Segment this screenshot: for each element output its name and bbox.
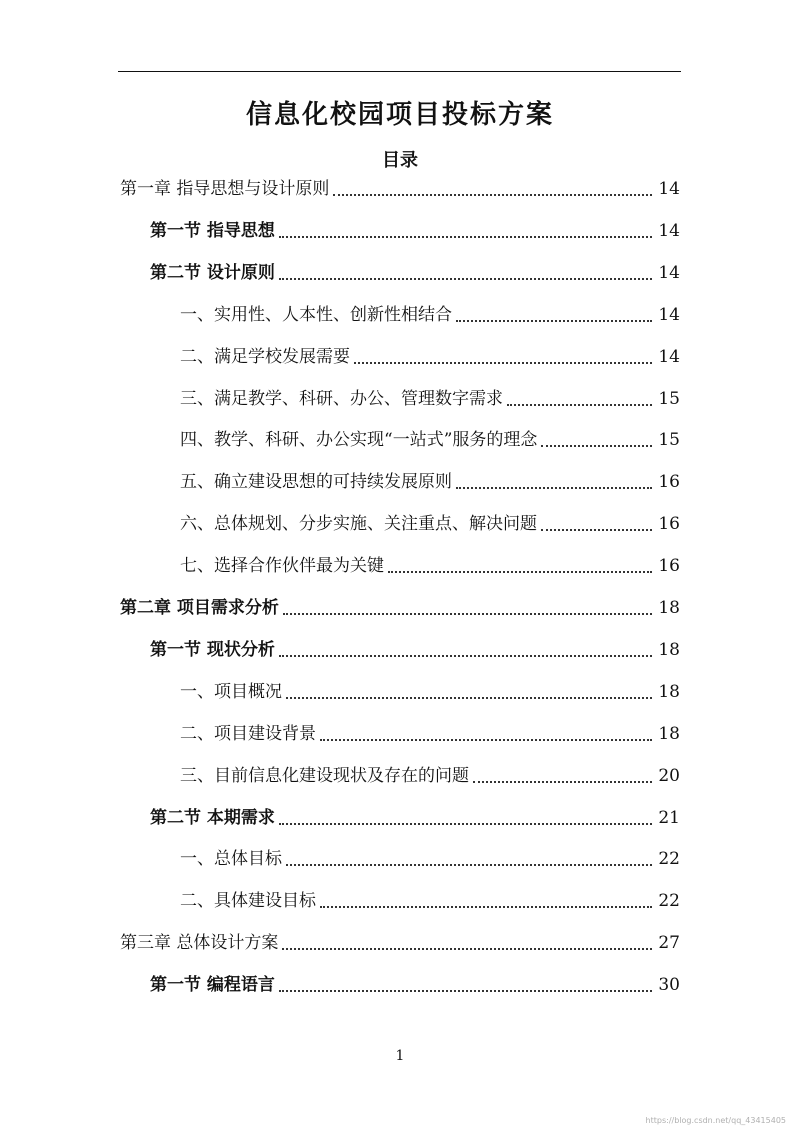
toc-dot-leader: [320, 906, 652, 908]
toc-dot-leader: [279, 655, 652, 657]
toc-entry[interactable]: [150, 970, 680, 996]
toc-dot-leader: [473, 781, 652, 783]
toc-entry-title: 第二节 设计原则: [150, 262, 275, 283]
toc-entry[interactable]: [120, 593, 680, 619]
toc-dot-leader: [541, 445, 652, 447]
toc-entry-page: 27: [658, 933, 680, 954]
toc-entry[interactable]: [180, 467, 680, 493]
toc-entry-title: 一、项目概况: [180, 681, 282, 702]
toc-dot-leader: [456, 487, 652, 489]
toc-entry[interactable]: [180, 509, 680, 535]
toc-entry[interactable]: [180, 384, 680, 410]
toc-entry[interactable]: [180, 844, 680, 870]
toc-dot-leader: [541, 529, 652, 531]
toc-dot-leader: [282, 948, 652, 950]
toc-dot-leader: [279, 236, 652, 238]
toc-entry-title: 三、目前信息化建设现状及存在的问题: [180, 765, 469, 786]
toc-entry-page: 14: [658, 262, 680, 283]
toc-entry-page: 18: [658, 598, 680, 618]
toc-heading: 目录: [382, 150, 418, 171]
toc-entry[interactable]: [150, 803, 680, 829]
toc-entry-page: 15: [658, 388, 680, 409]
toc-entry-title: 第三章 总体设计方案: [120, 933, 279, 954]
toc-entry-page: 16: [658, 556, 680, 577]
toc-entry[interactable]: [150, 258, 680, 284]
toc-entry-page: 14: [658, 179, 680, 199]
toc-entry-title: 二、满足学校发展需要: [180, 346, 350, 367]
toc-entry[interactable]: [180, 719, 680, 745]
toc-entry-page: 14: [658, 346, 680, 367]
toc-entry-page: 16: [658, 472, 680, 493]
document-title: 信息化校园项目投标方案: [245, 100, 554, 130]
toc-entry-title: 六、总体规划、分步实施、关注重点、解决问题: [180, 514, 537, 535]
toc-entry-title: 五、确立建设思想的可持续发展原则: [180, 472, 452, 493]
toc-entry-page: 18: [658, 723, 680, 744]
toc-entry-page: 15: [658, 430, 680, 451]
toc-entry-title: 二、具体建设目标: [180, 891, 316, 912]
toc-entry-title: 二、项目建设背景: [180, 723, 316, 744]
toc-entry[interactable]: [180, 425, 680, 451]
toc-entry-page: 18: [658, 639, 680, 660]
toc-entry-title: 第一节 指导思想: [150, 220, 275, 241]
toc-entry[interactable]: [180, 551, 680, 577]
toc-dot-leader: [388, 571, 652, 573]
toc-dot-leader: [320, 739, 652, 741]
toc-dot-leader: [507, 404, 652, 406]
toc-entry-page: 14: [658, 220, 680, 241]
toc-entry-title: 第一节 编程语言: [150, 975, 275, 996]
toc-entry-title: 七、选择合作伙伴最为关键: [180, 556, 384, 577]
toc-entry[interactable]: [180, 886, 680, 912]
toc-dot-leader: [333, 194, 652, 196]
toc-dot-leader: [279, 823, 652, 825]
toc-entry-title: 第二章 项目需求分析: [120, 598, 279, 618]
toc-entry[interactable]: [180, 761, 680, 787]
toc-entry[interactable]: [180, 342, 680, 368]
toc-dot-leader: [279, 278, 652, 280]
toc-entry[interactable]: [120, 174, 680, 200]
toc-entry[interactable]: [180, 300, 680, 326]
toc-entry[interactable]: [120, 928, 680, 954]
toc-entry-page: 14: [658, 304, 680, 325]
toc-entry-page: 16: [658, 514, 680, 535]
toc-dot-leader: [286, 864, 652, 866]
toc-entry-title: 第二节 本期需求: [150, 807, 275, 828]
toc-entry-title: 一、实用性、人本性、创新性相结合: [180, 304, 452, 325]
toc-dot-leader: [283, 613, 652, 615]
toc-entry-page: 21: [658, 807, 680, 828]
toc-entry[interactable]: [150, 635, 680, 661]
toc-entry-page: 30: [658, 975, 680, 996]
toc-dot-leader: [279, 990, 652, 992]
toc-entry-title: 第一节 现状分析: [150, 639, 275, 660]
toc-dot-leader: [456, 320, 652, 322]
toc-entry-page: 20: [658, 765, 680, 786]
toc-entry[interactable]: [150, 216, 680, 242]
page-number: 1: [395, 1048, 405, 1064]
toc-entry[interactable]: [180, 677, 680, 703]
toc-entry-page: 22: [658, 849, 680, 870]
toc-dot-leader: [354, 362, 652, 364]
toc-entry-page: 22: [658, 891, 680, 912]
toc-entry-title: 一、总体目标: [180, 849, 282, 870]
toc-dot-leader: [286, 697, 652, 699]
toc-entry-title: 四、教学、科研、办公实现“一站式”服务的理念: [180, 430, 538, 451]
watermark: https://blog.csdn.net/qq_43415405: [645, 1116, 786, 1125]
toc-entry-page: 18: [658, 681, 680, 702]
toc-entry-title: 三、满足教学、科研、办公、管理数字需求: [180, 388, 503, 409]
toc-entry-title: 第一章 指导思想与设计原则: [120, 179, 330, 199]
